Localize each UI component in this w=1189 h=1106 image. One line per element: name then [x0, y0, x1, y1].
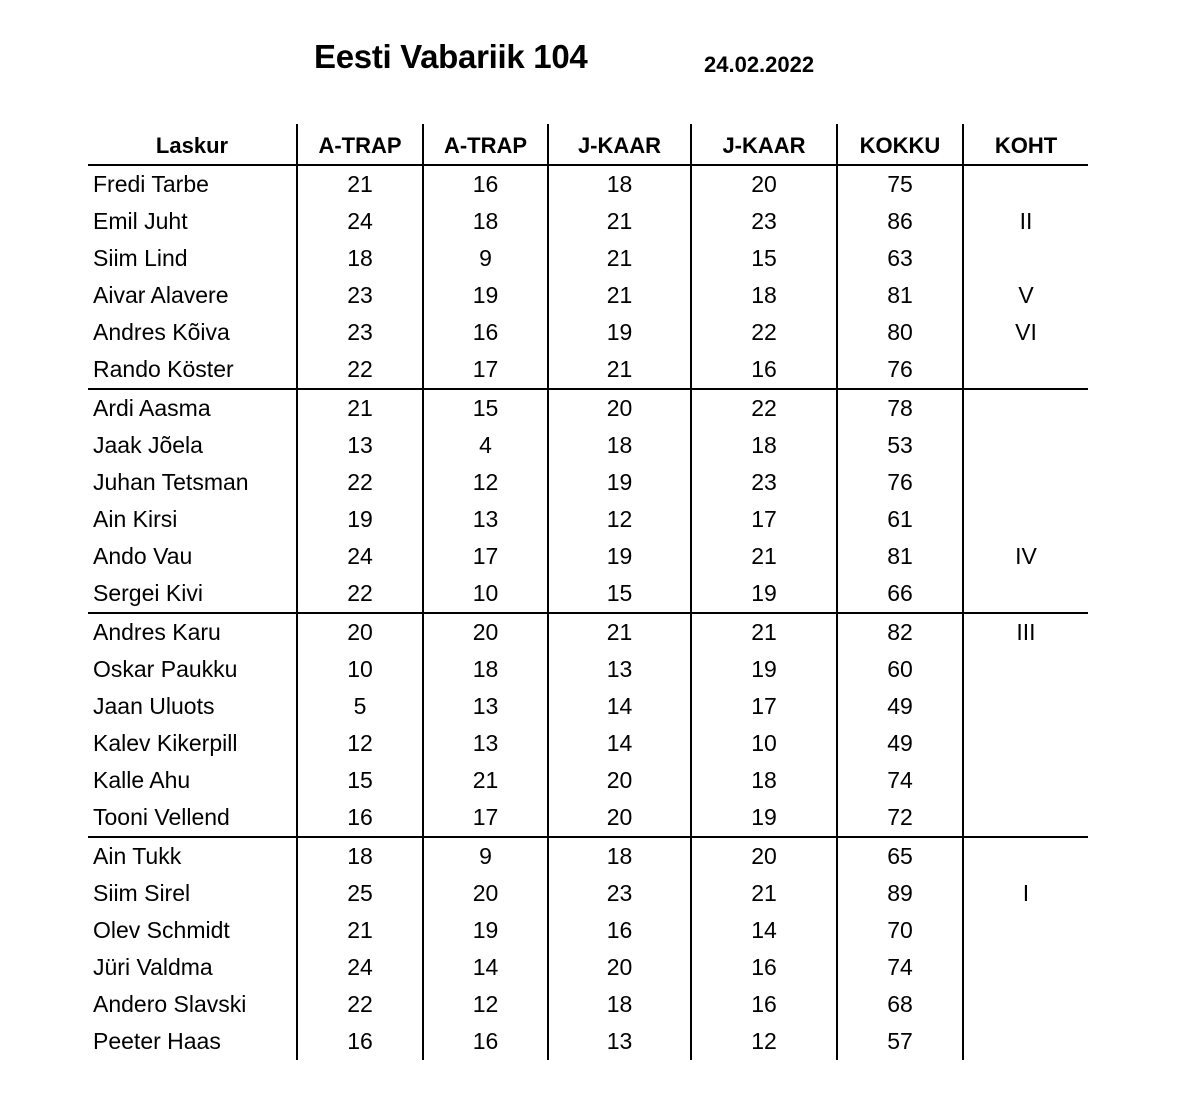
j-kaar-1-score: 19 [548, 538, 691, 575]
place: I [963, 875, 1088, 912]
a-trap-1-score: 24 [297, 949, 423, 986]
place [963, 837, 1088, 875]
table-row [88, 165, 1088, 203]
total-score: 60 [837, 651, 963, 688]
place: II [963, 203, 1088, 240]
a-trap-2-score: 13 [423, 688, 548, 725]
place [963, 575, 1088, 613]
j-kaar-1-score: 21 [548, 240, 691, 277]
total-score: 72 [837, 799, 963, 837]
j-kaar-2-score: 15 [691, 240, 837, 277]
a-trap-2-score: 19 [423, 277, 548, 314]
a-trap-2-score: 10 [423, 575, 548, 613]
total-score: 65 [837, 837, 963, 875]
header-row [88, 124, 1088, 165]
j-kaar-1-score: 18 [548, 427, 691, 464]
shooter-name: Kalle Ahu [93, 767, 191, 793]
a-trap-1-score: 22 [297, 351, 423, 389]
j-kaar-1-score: 21 [548, 351, 691, 389]
shooter-name: Ain Kirsi [93, 506, 178, 532]
shooter-name: Olev Schmidt [93, 917, 230, 943]
shooter-name: Jaan Uluots [93, 693, 215, 719]
j-kaar-2-score: 21 [691, 538, 837, 575]
place: III [963, 613, 1088, 651]
j-kaar-2-score: 18 [691, 762, 837, 799]
total-score: 63 [837, 240, 963, 277]
place [963, 725, 1088, 762]
place [963, 912, 1088, 949]
j-kaar-1-score: 23 [548, 875, 691, 912]
table-row [88, 538, 1088, 575]
total-score: 89 [837, 875, 963, 912]
place [963, 464, 1088, 501]
j-kaar-2-score: 22 [691, 314, 837, 351]
a-trap-1-score: 15 [297, 762, 423, 799]
j-kaar-1-score: 21 [548, 277, 691, 314]
shooter-name: Siim Lind [93, 245, 188, 271]
j-kaar-2-score: 17 [691, 501, 837, 538]
j-kaar-2-score: 19 [691, 799, 837, 837]
j-kaar-2-score: 17 [691, 688, 837, 725]
a-trap-2-score: 9 [423, 837, 548, 875]
j-kaar-1-score: 20 [548, 949, 691, 986]
table-row [88, 613, 1088, 651]
a-trap-1-score: 22 [297, 986, 423, 1023]
j-kaar-2-score: 23 [691, 203, 837, 240]
j-kaar-2-score: 20 [691, 837, 837, 875]
a-trap-2-score: 16 [423, 314, 548, 351]
place [963, 688, 1088, 725]
j-kaar-2-score: 18 [691, 277, 837, 314]
shooter-name: Ando Vau [93, 543, 193, 569]
a-trap-2-score: 20 [423, 613, 548, 651]
table-row [88, 651, 1088, 688]
a-trap-1-score: 10 [297, 651, 423, 688]
shooter-name: Oskar Paukku [93, 656, 238, 682]
total-score: 86 [837, 203, 963, 240]
table-row [88, 575, 1088, 613]
page-title: Eesti Vabariik 104 [314, 38, 588, 75]
total-score: 75 [837, 165, 963, 203]
shooter-name: Juhan Tetsman [93, 469, 249, 495]
total-score: 81 [837, 538, 963, 575]
shooter-name: Andero Slavski [93, 991, 247, 1017]
a-trap-2-score: 13 [423, 501, 548, 538]
a-trap-2-score: 12 [423, 464, 548, 501]
a-trap-1-score: 16 [297, 1023, 423, 1060]
results-body [88, 165, 1088, 1060]
table-row [88, 875, 1088, 912]
a-trap-2-score: 17 [423, 538, 548, 575]
column-header-laskur: Laskur [88, 124, 297, 165]
j-kaar-2-score: 16 [691, 949, 837, 986]
a-trap-2-score: 21 [423, 762, 548, 799]
j-kaar-2-score: 20 [691, 165, 837, 203]
shooter-name: Jaak Jõela [93, 432, 203, 458]
a-trap-1-score: 18 [297, 240, 423, 277]
a-trap-1-score: 19 [297, 501, 423, 538]
place [963, 240, 1088, 277]
column-header-j-kaar-1: J-KAAR [548, 124, 691, 165]
a-trap-2-score: 14 [423, 949, 548, 986]
shooter-name: Rando Köster [93, 356, 234, 382]
a-trap-2-score: 19 [423, 912, 548, 949]
j-kaar-1-score: 13 [548, 1023, 691, 1060]
results-table [88, 124, 1088, 1060]
total-score: 53 [837, 427, 963, 464]
j-kaar-1-score: 16 [548, 912, 691, 949]
j-kaar-1-score: 21 [548, 613, 691, 651]
a-trap-1-score: 23 [297, 314, 423, 351]
total-score: 81 [837, 277, 963, 314]
shooter-name: Ain Tukk [88, 837, 297, 875]
table-row [88, 314, 1088, 351]
total-score: 74 [837, 762, 963, 799]
j-kaar-2-score: 16 [691, 986, 837, 1023]
total-score: 76 [837, 464, 963, 501]
j-kaar-2-score: 22 [691, 389, 837, 427]
a-trap-1-score: 21 [297, 912, 423, 949]
place [963, 799, 1088, 837]
a-trap-1-score: 25 [297, 875, 423, 912]
shooter-name: Peeter Haas [93, 1028, 221, 1054]
total-score: 70 [837, 912, 963, 949]
shooter-name: Jüri Valdma [93, 954, 213, 980]
shooter-name: Tooni Vellend [93, 804, 230, 830]
a-trap-2-score: 9 [423, 240, 548, 277]
j-kaar-1-score: 18 [548, 986, 691, 1023]
a-trap-1-score: 16 [297, 799, 423, 837]
column-header-koht: KOHT [963, 124, 1088, 165]
a-trap-2-score: 18 [423, 651, 548, 688]
j-kaar-2-score: 10 [691, 725, 837, 762]
j-kaar-1-score: 13 [548, 651, 691, 688]
table-row [88, 427, 1088, 464]
table-row [88, 688, 1088, 725]
table-row [88, 351, 1088, 389]
table-row [88, 240, 1088, 277]
j-kaar-2-score: 16 [691, 351, 837, 389]
place: V [963, 277, 1088, 314]
a-trap-1-score: 18 [297, 837, 423, 875]
shooter-name: Sergei Kivi [93, 580, 203, 606]
total-score: 80 [837, 314, 963, 351]
shooter-name: Aivar Alavere [93, 282, 229, 308]
j-kaar-1-score: 20 [548, 762, 691, 799]
a-trap-1-score: 12 [297, 725, 423, 762]
a-trap-2-score: 18 [423, 203, 548, 240]
shooter-name: Andres Kõiva [93, 319, 230, 345]
place [963, 165, 1088, 203]
place [963, 389, 1088, 427]
a-trap-1-score: 5 [297, 688, 423, 725]
j-kaar-2-score: 19 [691, 651, 837, 688]
place [963, 351, 1088, 389]
a-trap-2-score: 17 [423, 351, 548, 389]
column-header-a-trap-1: A-TRAP [297, 124, 423, 165]
j-kaar-2-score: 21 [691, 875, 837, 912]
place [963, 1023, 1088, 1060]
total-score: 78 [837, 389, 963, 427]
j-kaar-2-score: 21 [691, 613, 837, 651]
a-trap-1-score: 21 [297, 165, 423, 203]
j-kaar-1-score: 18 [548, 165, 691, 203]
table-row [88, 501, 1088, 538]
place: IV [963, 538, 1088, 575]
total-score: 66 [837, 575, 963, 613]
total-score: 49 [837, 725, 963, 762]
total-score: 76 [837, 351, 963, 389]
j-kaar-1-score: 20 [548, 799, 691, 837]
place [963, 651, 1088, 688]
table-row [88, 762, 1088, 799]
j-kaar-1-score: 20 [548, 389, 691, 427]
a-trap-2-score: 17 [423, 799, 548, 837]
a-trap-1-score: 24 [297, 203, 423, 240]
table-row [88, 986, 1088, 1023]
shooter-name: Ardi Aasma [88, 389, 297, 427]
table-row [88, 389, 1088, 427]
total-score: 49 [837, 688, 963, 725]
a-trap-1-score: 21 [297, 389, 423, 427]
table-row [88, 837, 1088, 875]
a-trap-2-score: 12 [423, 986, 548, 1023]
place [963, 986, 1088, 1023]
shooter-name: Fredi Tarbe [93, 171, 209, 197]
shooter-name: Kalev Kikerpill [93, 730, 238, 756]
a-trap-1-score: 13 [297, 427, 423, 464]
j-kaar-1-score: 21 [548, 203, 691, 240]
table-row [88, 799, 1088, 837]
shooter-name: Emil Juht [93, 208, 188, 234]
a-trap-1-score: 20 [297, 613, 423, 651]
a-trap-2-score: 4 [423, 427, 548, 464]
table-row [88, 277, 1088, 314]
place [963, 949, 1088, 986]
a-trap-2-score: 16 [423, 165, 548, 203]
j-kaar-2-score: 12 [691, 1023, 837, 1060]
j-kaar-1-score: 15 [548, 575, 691, 613]
place: VI [963, 314, 1088, 351]
total-score: 68 [837, 986, 963, 1023]
a-trap-2-score: 20 [423, 875, 548, 912]
j-kaar-2-score: 18 [691, 427, 837, 464]
j-kaar-1-score: 18 [548, 837, 691, 875]
table-row [88, 203, 1088, 240]
j-kaar-1-score: 12 [548, 501, 691, 538]
a-trap-1-score: 23 [297, 277, 423, 314]
table-row [88, 912, 1088, 949]
j-kaar-1-score: 19 [548, 464, 691, 501]
table-row [88, 1023, 1088, 1060]
j-kaar-2-score: 19 [691, 575, 837, 613]
j-kaar-1-score: 14 [548, 688, 691, 725]
event-date: 24.02.2022 [704, 52, 815, 77]
shooter-name: Siim Sirel [93, 880, 191, 906]
place [963, 762, 1088, 799]
shooter-name: Andres Karu [88, 613, 297, 651]
table-row [88, 464, 1088, 501]
place [963, 427, 1088, 464]
j-kaar-1-score: 14 [548, 725, 691, 762]
total-score: 57 [837, 1023, 963, 1060]
a-trap-1-score: 24 [297, 538, 423, 575]
total-score: 61 [837, 501, 963, 538]
a-trap-2-score: 15 [423, 389, 548, 427]
a-trap-2-score: 13 [423, 725, 548, 762]
j-kaar-2-score: 14 [691, 912, 837, 949]
table-row [88, 725, 1088, 762]
column-header-j-kaar-2: J-KAAR [691, 124, 837, 165]
a-trap-2-score: 16 [423, 1023, 548, 1060]
column-header-a-trap-2: A-TRAP [423, 124, 548, 165]
column-header-kokku: KOKKU [837, 124, 963, 165]
j-kaar-1-score: 19 [548, 314, 691, 351]
j-kaar-2-score: 23 [691, 464, 837, 501]
a-trap-1-score: 22 [297, 464, 423, 501]
a-trap-1-score: 22 [297, 575, 423, 613]
total-score: 82 [837, 613, 963, 651]
table-row [88, 949, 1088, 986]
place [963, 501, 1088, 538]
total-score: 74 [837, 949, 963, 986]
